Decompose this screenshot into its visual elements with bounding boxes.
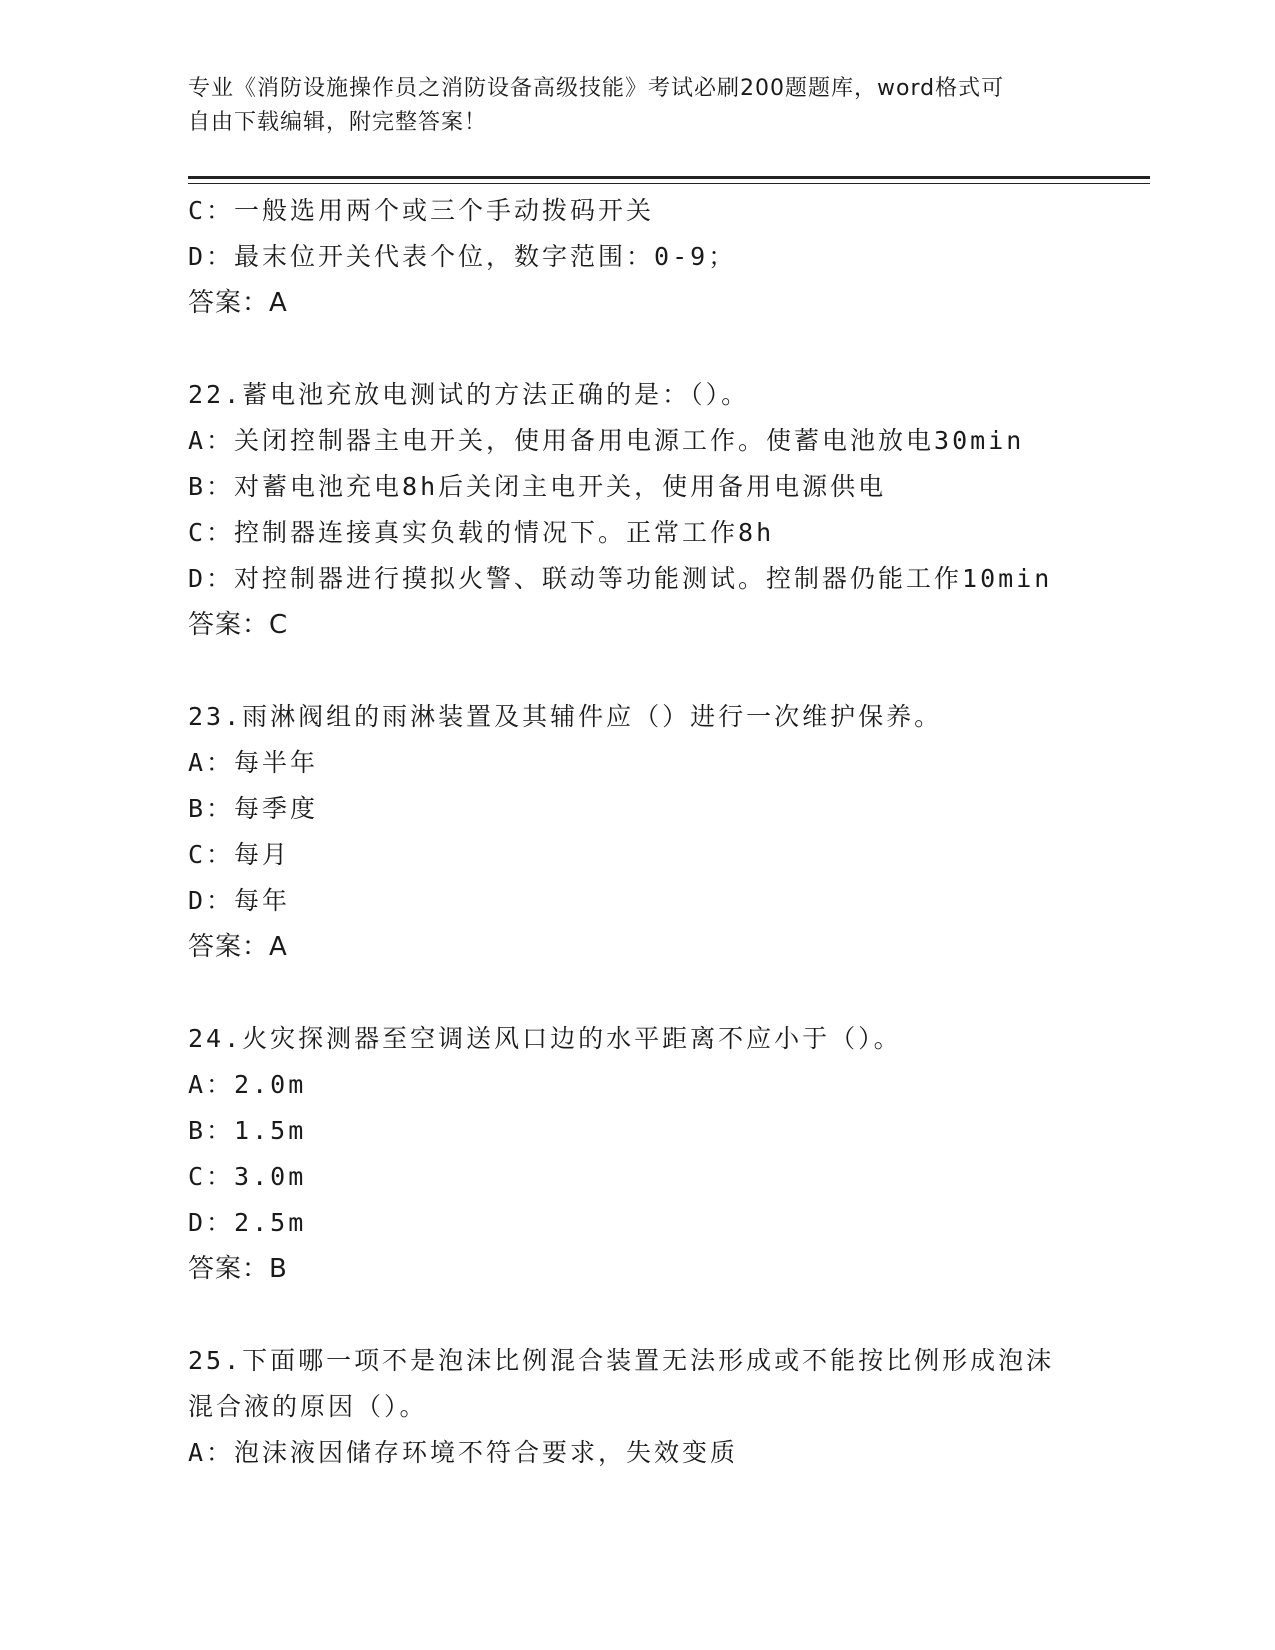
answer: 答案：B (188, 1254, 288, 1284)
option-d: D：对控制器进行摸拟火警、联动等功能测试。控制器仍能工作10min (188, 564, 1053, 593)
question-stem-line-2: 混合液的原因（）。 (188, 1392, 428, 1421)
option-a: A：每半年 (188, 748, 319, 777)
answer: 答案：C (188, 610, 289, 640)
option-c: C：3.0m (188, 1162, 307, 1191)
spacer (188, 1292, 1088, 1338)
question-25 (188, 1338, 1088, 1476)
option-b: B：对蓄电池充电8h后关闭主电开关，使用备用电源供电 (188, 472, 887, 501)
header-line-1: 专业《消防设施操作员之消防设备高级技能》考试必刷200题题库，word格式可 (188, 76, 1005, 101)
question-stem: 22.蓄电池充放电测试的方法正确的是：（）。 (188, 380, 750, 409)
option-d: D：每年 (188, 886, 291, 915)
spacer (188, 970, 1088, 1016)
header-divider-thick (188, 176, 1150, 179)
option-d: D：2.5m (188, 1208, 307, 1237)
question-24 (188, 1016, 1088, 1292)
spacer (188, 648, 1088, 694)
option-a: A：关闭控制器主电开关，使用备用电源工作。使蓄电池放电30min (188, 426, 1025, 455)
answer: 答案：A (188, 288, 288, 318)
header-line-2: 自由下载编辑，附完整答案！ (188, 110, 488, 135)
option-c: C：一般选用两个或三个手动拨码开关 (188, 196, 655, 225)
option-a: A：泡沫液因储存环境不符合要求，失效变质 (188, 1438, 739, 1467)
question-stem: 23.雨淋阀组的雨淋装置及其辅件应（）进行一次维护保养。 (188, 702, 943, 731)
document-header (188, 72, 1068, 140)
question-list (188, 188, 1088, 1476)
question-22 (188, 372, 1088, 648)
question-21-tail (188, 188, 1088, 326)
header-divider-thin (188, 183, 1150, 184)
answer: 答案：A (188, 932, 288, 962)
option-d: D：最末位开关代表个位，数字范围：0-9； (188, 242, 737, 271)
spacer (188, 326, 1088, 372)
question-23 (188, 694, 1088, 970)
option-c: C：每月 (188, 840, 291, 869)
option-b: B：1.5m (188, 1116, 307, 1145)
option-c: C：控制器连接真实负载的情况下。正常工作8h (188, 518, 775, 547)
question-stem: 24.火灾探测器至空调送风口边的水平距离不应小于（）。 (188, 1024, 902, 1053)
question-stem-line-1: 25.下面哪一项不是泡沫比例混合装置无法形成或不能按比例形成泡沫 (188, 1346, 1055, 1375)
option-a: A：2.0m (188, 1070, 307, 1099)
option-b: B：每季度 (188, 794, 319, 823)
